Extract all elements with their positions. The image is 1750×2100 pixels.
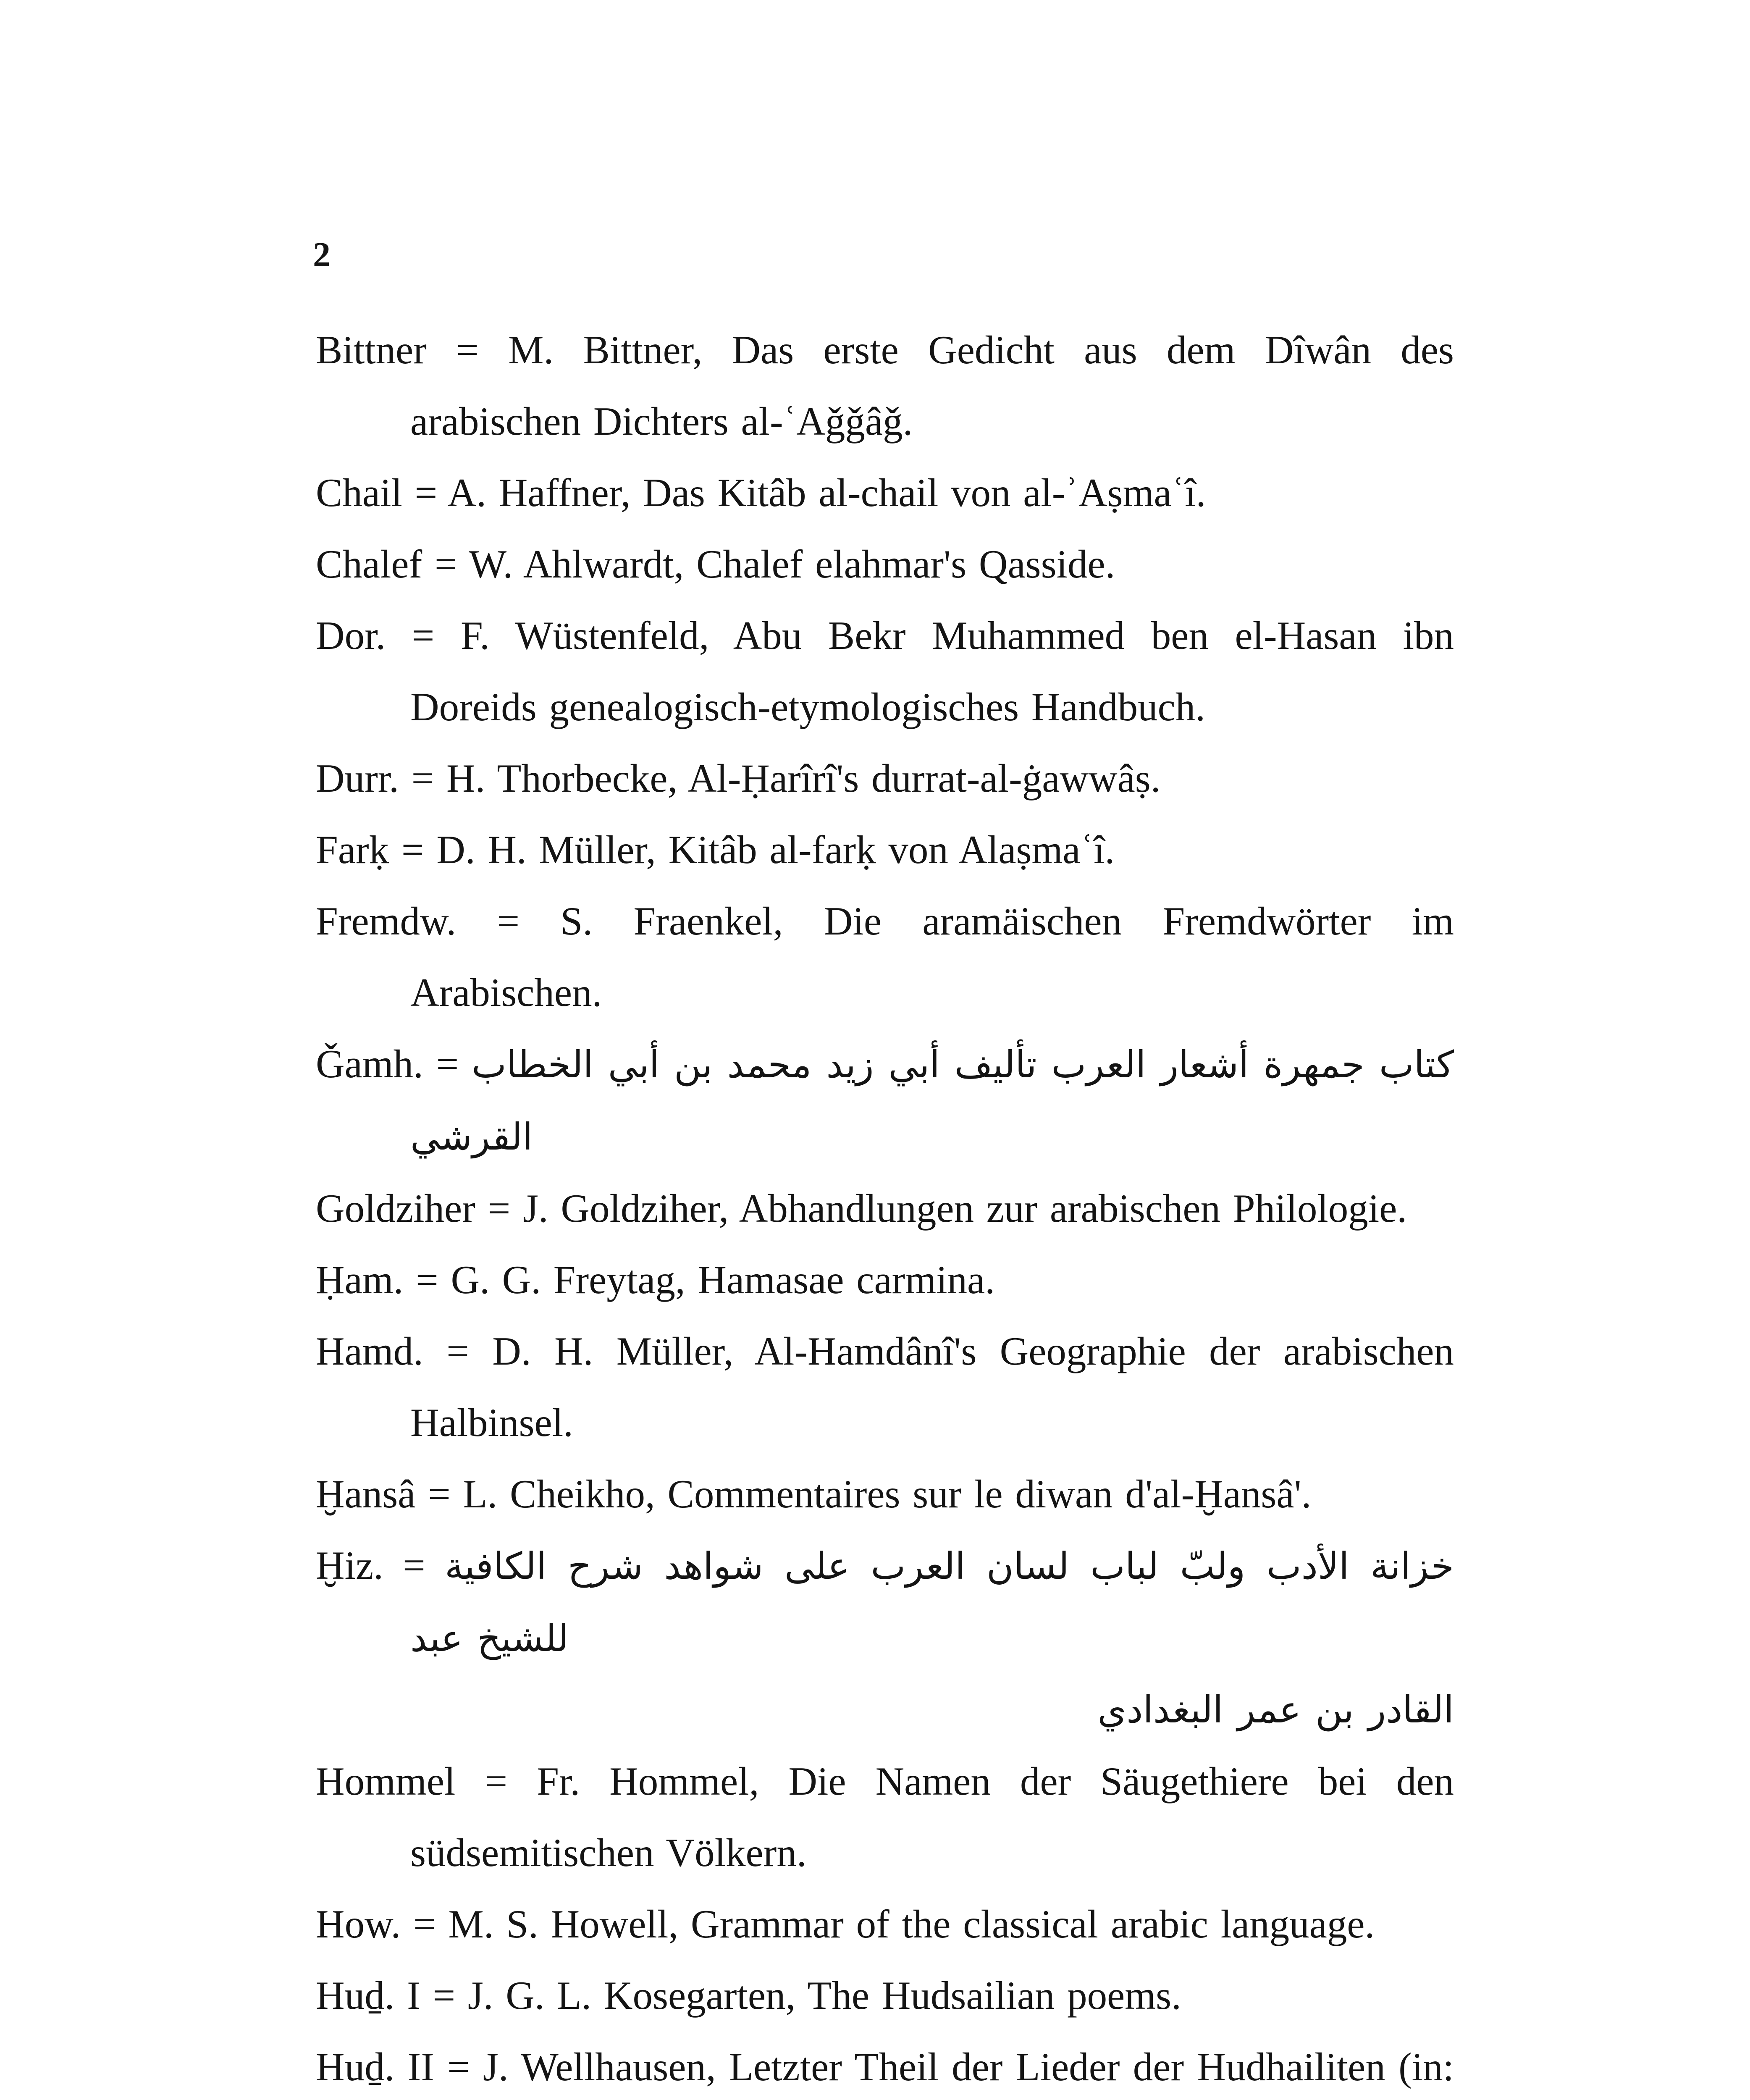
entry-separator: =: [475, 1186, 523, 1231]
entry-how: [316, 1888, 1454, 1960]
entry-separator: =: [383, 1543, 445, 1588]
entry-text: S. Fraenkel, Die aramäischen Fremdwörter im Arabischen.: [410, 899, 1454, 1015]
entry-dor: [316, 600, 1454, 743]
entry-separator: =: [422, 542, 469, 586]
entry-hamd: [316, 1315, 1454, 1458]
entry-gamh: [316, 1028, 1454, 1173]
abbreviation-list: [316, 314, 1454, 2100]
entry-separator: =: [389, 827, 437, 872]
entry-arabic-title: كتاب جمهرة أشعار العرب تأليف أبي زيد محمد بن أبي الخطاب القرشي: [410, 1043, 1454, 1158]
entry-abbr: How.: [316, 1902, 401, 1946]
entry-hud-1: [316, 1960, 1454, 2031]
entry-text: J. Wellhausen, Letzter Theil der Lieder der Hudhailiten (in:: [483, 2045, 1454, 2089]
entry-abbr: Ḥam.: [316, 1257, 404, 1302]
entry-chalef: [316, 528, 1454, 600]
entry-separator: =: [434, 2045, 483, 2089]
entry-abbr: Dor.: [316, 613, 386, 658]
entry-abbr: Ǧamh.: [316, 1042, 423, 1086]
entry-text: F. Wüstenfeld, Abu Bekr Muhammed ben el-Hasan ibn Doreids genealogisch-etymologisches Handbuch.: [410, 613, 1454, 729]
entry-text: M. Bittner, Das erste Gedicht aus dem Dîwân des arabischen Dichters al-ʿAǧǧâǧ.: [410, 328, 1454, 444]
entry-separator: =: [415, 1472, 463, 1516]
entry-hiz: [316, 1530, 1454, 1746]
entry-bittner: [316, 314, 1454, 457]
entry-abbr: Chalef: [316, 542, 422, 586]
entry-abbr: Farḳ: [316, 827, 389, 872]
entry-separator: =: [403, 1257, 451, 1302]
entry-abbr: Fremdw.: [316, 899, 457, 943]
entry-fremdw: [316, 885, 1454, 1028]
entry-abbr: Durr.: [316, 756, 399, 801]
entry-abbr: Chail: [316, 470, 402, 515]
entry-text: D. H. Müller, Al-Hamdânî's Geographie der arabischen Halbinsel.: [410, 1329, 1454, 1445]
entry-hud-2: [316, 2031, 1454, 2100]
entry-text: H. Thorbecke, Al-Ḥarîrî's durrat-al-ġawwâṣ.: [446, 756, 1161, 801]
entry-abbr: Hommel: [316, 1759, 456, 1803]
entry-separator: =: [456, 899, 561, 943]
entry-abbr: Ḫiz.: [316, 1543, 383, 1588]
entry-separator: =: [423, 1042, 472, 1086]
entry-hommel: [316, 1746, 1454, 1888]
entry-text: M. S. Howell, Grammar of the classical arabic language.: [448, 1902, 1375, 1946]
entry-separator: =: [455, 1759, 537, 1803]
entry-abbr: Ḫansâ: [316, 1472, 416, 1516]
entry-arabic-title: خزانة الأدب ولبّ لباب لسان العرب على شواهد شرح الكافية للشيخ عبد: [410, 1544, 1454, 1660]
entry-text: Fr. Hommel, Die Namen der Säugethiere bei den südsemitischen Völkern.: [410, 1759, 1454, 1875]
entry-arabic-title-continued: القادر بن عمر البغدادي: [1097, 1688, 1454, 1731]
entry-hansa: [316, 1458, 1454, 1530]
entry-abbr: Huḏ. I: [316, 1973, 420, 2018]
entry-text: L. Cheikho, Commentaires sur le diwan d'al-Ḫansâ'.: [463, 1472, 1312, 1516]
entry-ham: [316, 1244, 1454, 1315]
entry-separator: =: [401, 1902, 449, 1946]
entry-goldziher: [316, 1173, 1454, 1244]
entry-separator: =: [426, 328, 508, 372]
entry-text: G. G. Freytag, Hamasae carmina.: [451, 1257, 995, 1302]
entry-text: J. Goldziher, Abhandlungen zur arabischen Philologie.: [522, 1186, 1407, 1231]
entry-separator: =: [399, 756, 446, 801]
entry-separator: =: [402, 470, 448, 515]
entry-abbr: Goldziher: [316, 1186, 475, 1231]
page-number: 2: [313, 235, 331, 274]
entry-fark: [316, 814, 1454, 885]
entry-separator: =: [386, 613, 461, 658]
entry-durr: [316, 743, 1454, 814]
entry-abbr: Bittner: [316, 328, 427, 372]
entry-text: A. Haffner, Das Kitâb al-chail von al-ʾAṣmaʿî.: [447, 470, 1206, 515]
entry-abbr: Huḏ. II: [316, 2045, 434, 2089]
entry-chail: [316, 457, 1454, 528]
entry-separator: =: [423, 1329, 493, 1373]
entry-text: W. Ahlwardt, Chalef elahmar's Qasside.: [469, 542, 1115, 586]
entry-text: J. G. L. Kosegarten, The Hudsailian poems.: [467, 1973, 1181, 2018]
entry-separator: =: [420, 1973, 468, 2018]
entry-abbr: Hamd.: [316, 1329, 423, 1373]
entry-text: D. H. Müller, Kitâb al-farḳ von Alaṣmaʿî.: [436, 827, 1115, 872]
